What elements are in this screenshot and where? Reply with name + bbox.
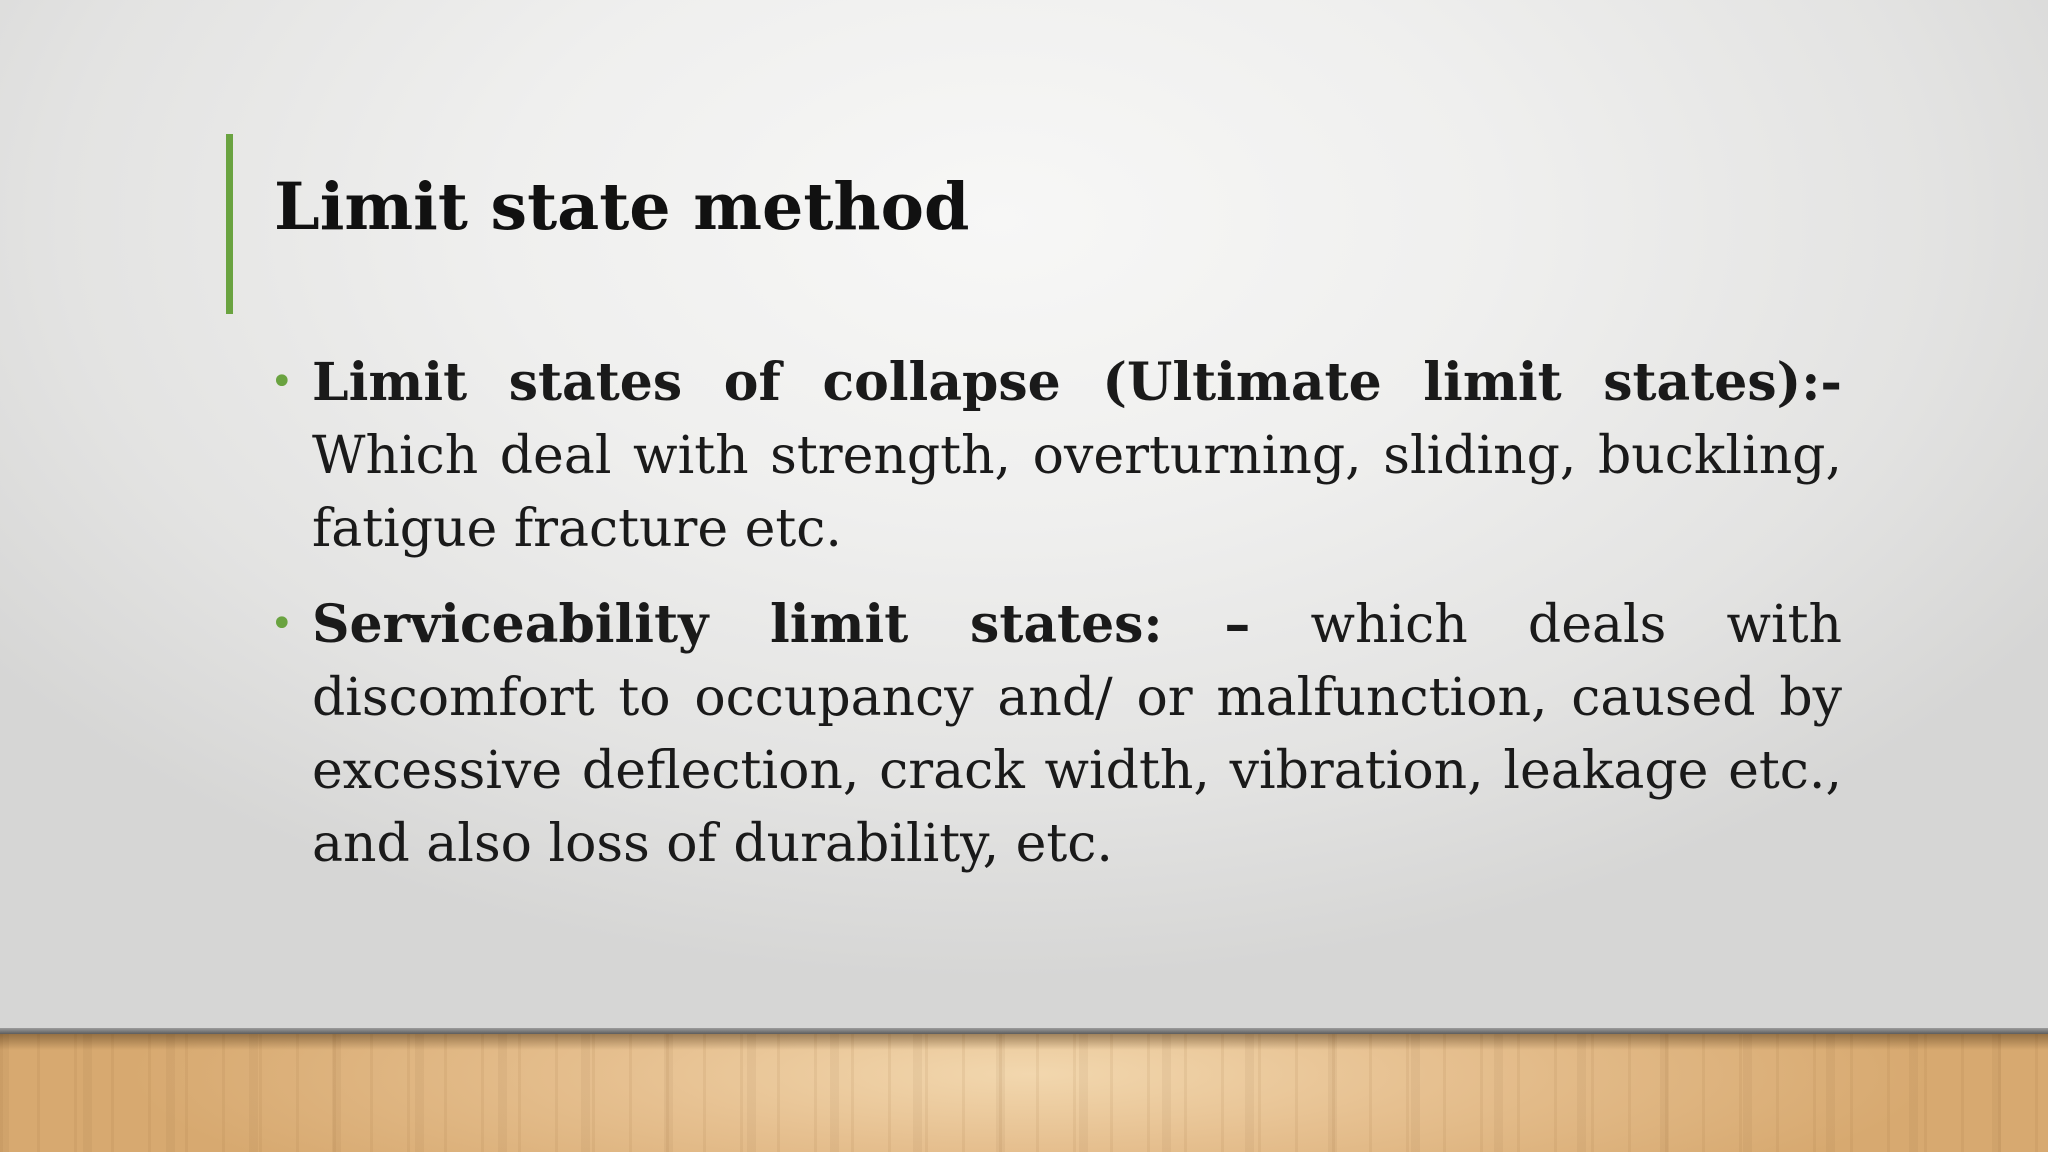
slide-title: Limit state method xyxy=(274,169,970,245)
bullet-text: which deals with discomfort to occupancy and/ or malfunction, caused by excessive deflection, crack width, vibration, leakage etc., and also loss of durability, etc. xyxy=(312,595,1842,874)
floor-shadow xyxy=(0,1034,2048,1050)
bullet-term: Limit states of collapse (Ultimate limit states):- xyxy=(312,352,1842,413)
bullet-dot-icon: • xyxy=(270,359,294,405)
bullet-list xyxy=(270,346,1842,903)
bullet-text: Which deal with strength, overturning, sliding, buckling, fatigue fracture etc. xyxy=(312,426,1842,559)
bullet-dot-icon: • xyxy=(270,601,294,647)
bullet-term: Serviceability limit states: – xyxy=(312,594,1251,655)
title-accent-bar xyxy=(226,134,233,314)
bullet-item-serviceability-limit-states xyxy=(270,588,1842,881)
bullet-item-ultimate-limit-states xyxy=(270,346,1842,566)
wood-floor-decoration xyxy=(0,1034,2048,1152)
